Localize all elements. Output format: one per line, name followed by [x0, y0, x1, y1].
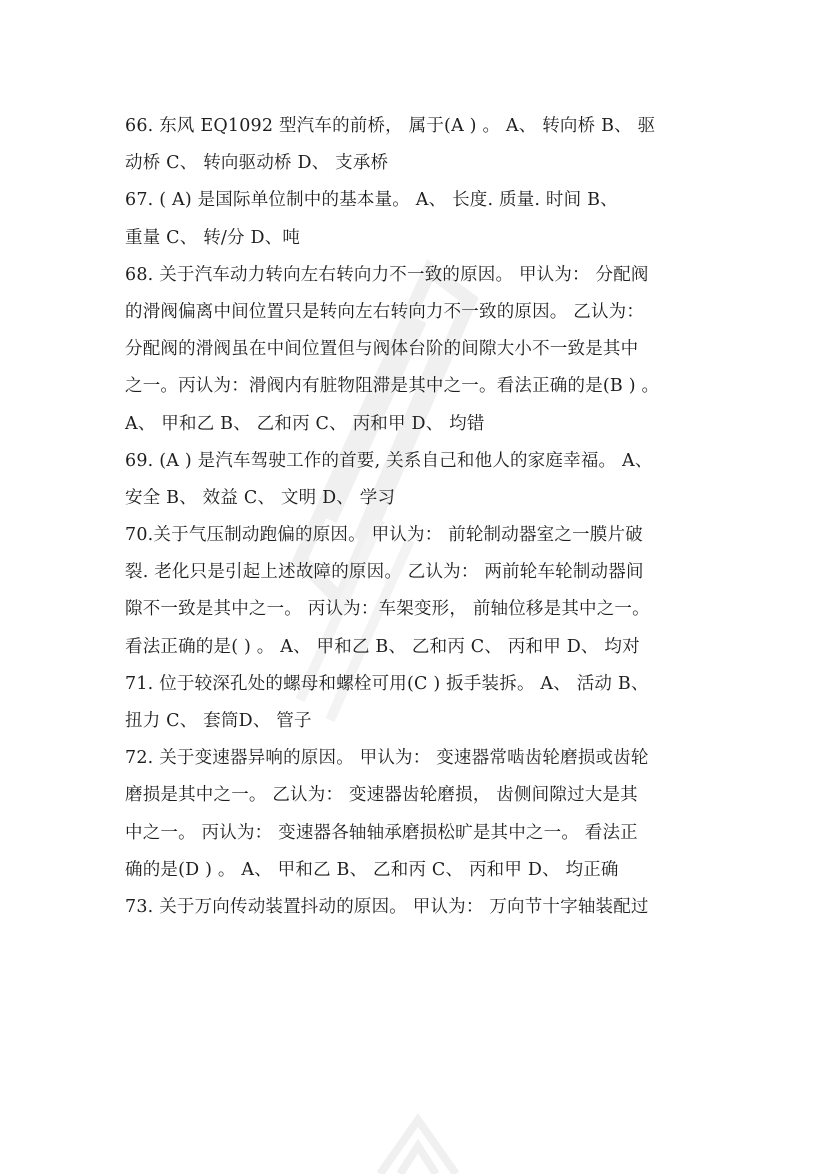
- text-line: 动桥 C、 转向驱动桥 D、 支承桥: [125, 153, 389, 174]
- text-line: A、 甲和乙 B、 乙和丙 C、 丙和甲 D、 均错: [125, 413, 485, 434]
- text-line: 隙不一致是其中之一。 丙认为：车架变形， 前轴位移是其中之一。: [125, 599, 650, 620]
- text-line: 73. 关于万向传动装置抖动的原因。 甲认为： 万向节十字轴装配过: [125, 896, 649, 917]
- text-line: 安全 B、 效益 C、 文明 D、 学习: [125, 487, 396, 508]
- text-line: 看法正确的是( ) 。 A、 甲和乙 B、 乙和丙 C、 丙和甲 D、 均对: [125, 636, 640, 657]
- text-line: 扭力 C、 套筒D、 管子: [125, 711, 312, 731]
- text-line: 72. 关于变速器异响的原因。 甲认为： 变速器常啮齿轮磨损或齿轮: [125, 748, 649, 769]
- text-line: 67. ( A) 是国际单位制中的基本量。 A、 长度. 质量. 时间 B、: [125, 190, 618, 211]
- text-line: 69. (A ) 是汽车驾驶工作的首要, 关系自己和他人的家庭幸福。 A、: [125, 450, 653, 471]
- text-line: 70.关于气压制动跑偏的原因。 甲认为： 前轮制动器室之一膜片破: [125, 525, 643, 546]
- text-line: 66. 东风 EQ1092 型汽车的前桥， 属于(A ) 。 A、 转向桥 B、 驱: [125, 116, 656, 136]
- text-line: 中之一。 丙认为： 变速器各轴轴承磨损松旷是其中之一。 看法正: [125, 822, 638, 843]
- text-line: 确的是(D ) 。 A、 甲和乙 B、 乙和丙 C、 丙和甲 D、 均正确: [125, 859, 619, 880]
- text-line: 的滑阀偏离中间位置只是转向左右转向力不一致的原因。 乙认为：: [125, 301, 645, 322]
- text-line: 之一。丙认为：滑阀内有脏物阻滞是其中之一。看法正确的是(B ) 。: [125, 376, 660, 397]
- text-line: 重量 C、 转/分 D、吨: [125, 227, 301, 248]
- text-line: 分配阀的滑阀虽在中间位置但与阀体台阶的间隙大小不一致是其中: [125, 339, 639, 360]
- question-text-block: [125, 108, 715, 926]
- text-line: 裂. 老化只是引起上述故障的原因。 乙认为： 两前轮车轮制动器间: [125, 562, 644, 583]
- text-line: 68. 关于汽车动力转向左右转向力不一致的原因。 甲认为： 分配阀: [125, 264, 649, 285]
- text-line: 71. 位于较深孔处的螺母和螺栓可用(C ) 扳手装拆。 A、 活动 B、: [125, 673, 649, 694]
- text-line: 磨损是其中之一。 乙认为： 变速器齿轮磨损， 齿侧间隙过大是其: [125, 785, 638, 806]
